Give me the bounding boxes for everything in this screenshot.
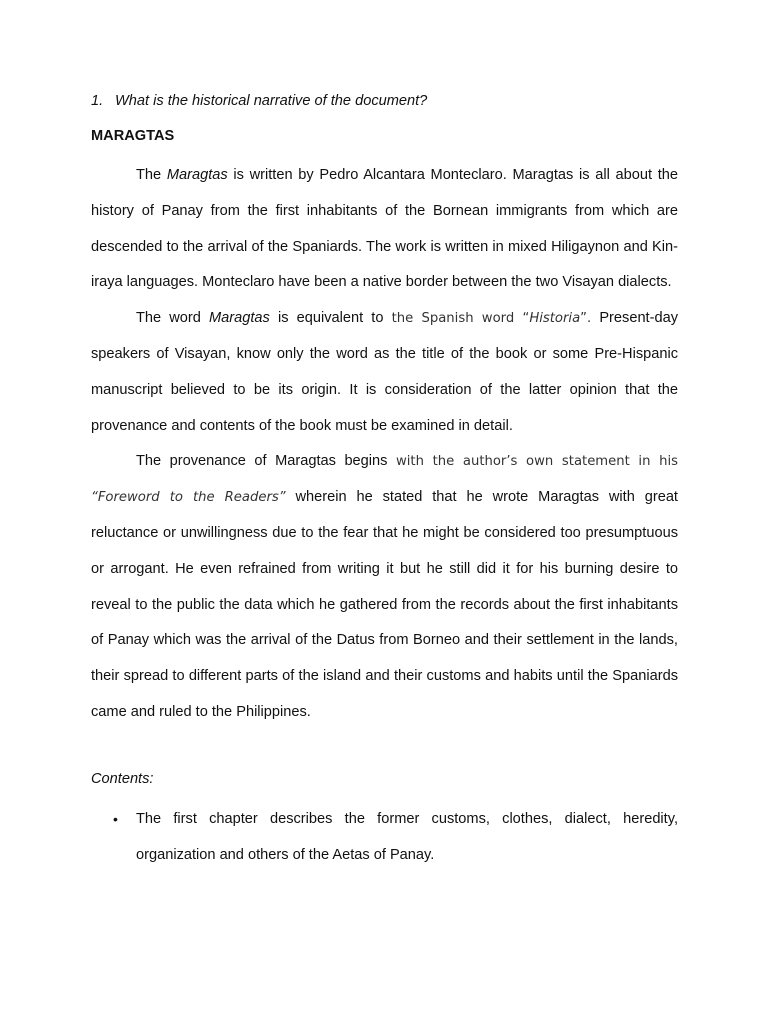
list-item — [91, 802, 678, 874]
paragraph-2 — [91, 301, 678, 444]
p1-text-b: is written by Pedro Alcantara Monteclaro. Maragtas is all about the history of Panay from the first inhabitants of the Bornean immigrants from which are descended to the arrival of the Spaniards. The work is written in mixed Hiligaynon and Kin-iraya languages. Monteclaro have been a native border between the two Visayan dialects. — [91, 167, 679, 291]
paragraph-3 — [91, 444, 678, 730]
p2-text-b: is equivalent to — [269, 310, 392, 327]
bullet-icon: • — [113, 810, 118, 827]
p2-text-c: Present-day speakers of Visayan, know only the word as the title of the book or some Pre-Hispanic manuscript believed to be its origin. It is consideration of the latter opinion that the provenance and contents of the book must be examined in detail. — [91, 310, 679, 434]
p3-alt-text: with the author’s own statement in his — [395, 454, 678, 470]
contents-list — [91, 802, 678, 874]
p3-foreword-italic: “Foreword to the Readers” — [91, 490, 286, 506]
p1-title-italic: Maragtas — [166, 167, 228, 183]
paragraph-1 — [91, 158, 678, 301]
question-number: 1. — [91, 93, 104, 109]
p2-alt-close: ”. — [580, 311, 592, 327]
document-page — [91, 88, 678, 873]
p2-historia-italic: Historia — [529, 311, 581, 327]
p2-alt-text: the Spanish word “ — [391, 311, 530, 327]
p3-text-b: wherein he stated that he wrote Maragtas with great reluctance or unwillingness due to the fear that he might be considered too presumptuous or arrogant. He even refrained from writing it but he still did it for his burning desire to reveal to the public the data which he gathered from the records about the first inhabitants of Panay which was the arrival of the Datus from Borneo and their settlement in the lands, their spread to different parts of the island and their customs and habits until the Spaniards came and ruled to the Philippines. — [91, 489, 678, 720]
question — [91, 88, 678, 114]
p2-text-a: The word — [136, 310, 210, 327]
question-text: What is the historical narrative of the document? — [115, 93, 428, 109]
p1-text-a: The — [136, 167, 167, 183]
p2-title-italic: Maragtas — [209, 310, 270, 327]
contents-label: Contents: — [91, 770, 154, 787]
p3-text-a: The provenance of Maragtas begins — [136, 453, 396, 470]
list-item-text: The first chapter describes the former customs, clothes, dialect, heredity, organization and others of the Aetas of Panay. — [136, 810, 678, 863]
p2-alt-font-run — [392, 311, 592, 326]
section-heading: MARAGTAS — [91, 128, 175, 144]
